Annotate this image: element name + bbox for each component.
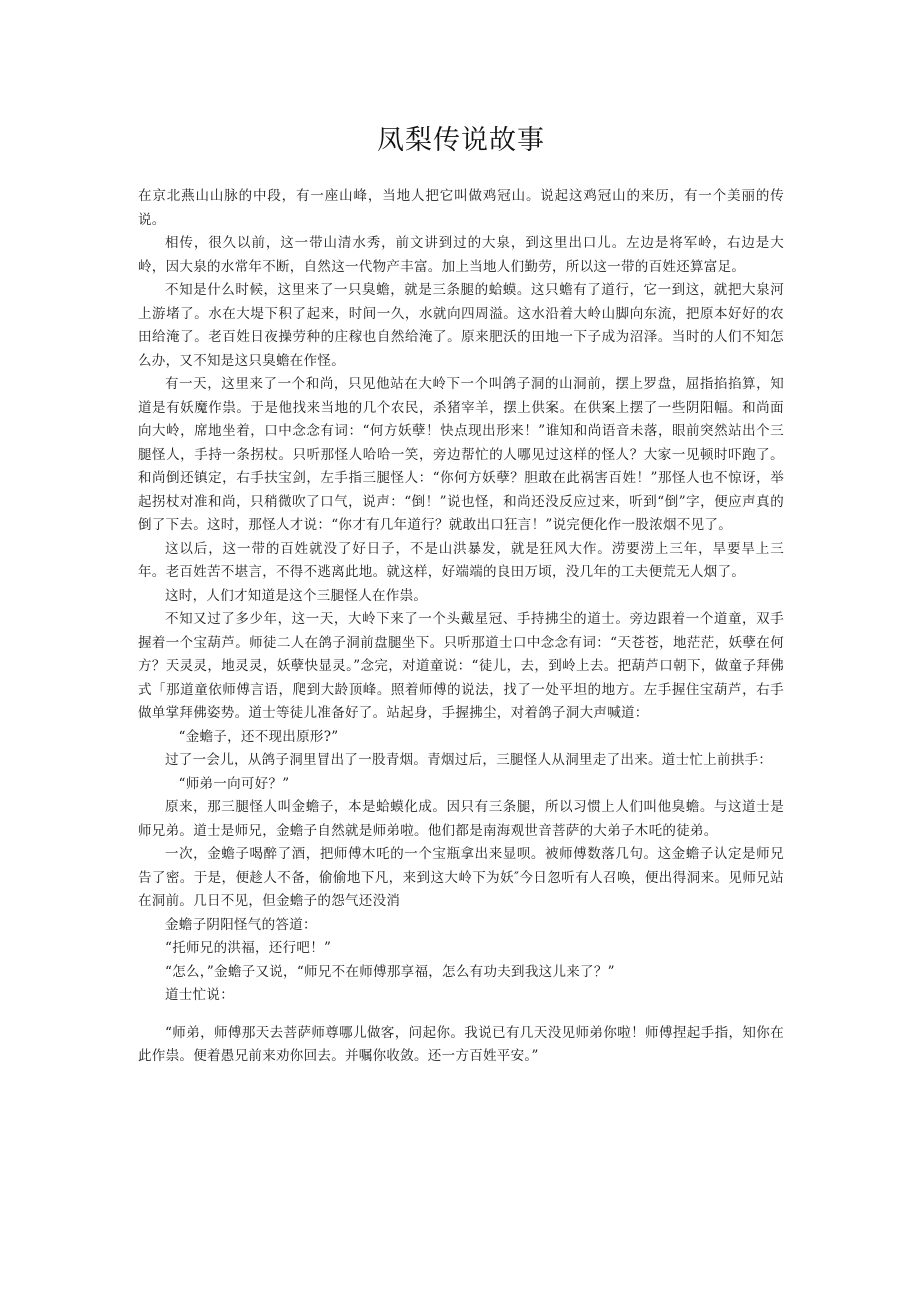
paragraph: 在京北燕山山脉的中段，有一座山峰，当地人把它叫做鸡冠山。说起这鸡冠山的来历，有一个美丽的传说。: [138, 188, 784, 228]
document-title: 凤梨传说故事: [377, 125, 545, 156]
paragraph: 金蟾子阴阳怪气的答道：: [165, 916, 317, 933]
paragraph: “怎么，”金蟾子又说，“师兄不在师傅那享福，怎么有功夫到我这儿来了？”: [165, 963, 615, 980]
paragraph: 这以后，这一带的百姓就没了好日子，不是山洪暴发，就是狂风大作。涝要涝上三年，旱要旱上三年。老百姓苦不堪言，不得不逃离此地。就这样，好端端的良田万顷，没几年的工夫便荒无人烟了。: [138, 540, 784, 580]
document-page: [138, 0, 784, 1069]
paragraph: 道士忙说：: [165, 987, 234, 1003]
paragraph: 不知又过了多少年，这一天，大岭下来了一个头戴星冠、手持拂尘的道士。旁边跟着一个道童，双手握着一个宝葫芦。师徒二人在鸽子洞前盘腿坐下。只听那道士口中念念有词：“天苍苍，地茫茫，妖孽在何方？天灵灵，地灵灵，妖孽快显灵。”念完，对道童说：“徒儿，去，到岭上去。把葫芦口朝下，做童子拜佛式「那道童依师傅言语，爬到大龄顶峰。照着师傅的说法，找了一处平坦的地方。左手握住宝葫芦，右手做单掌拜佛姿势。道士等徒儿准备好了。站起身，手握拂尘，对着鸽子洞大声喊道：: [138, 611, 784, 721]
paragraph: 这时，人们才知道是这个三腿怪人在作祟。: [165, 587, 428, 604]
paragraph: 有一天，这里来了一个和尚，只见他站在大岭下一个叫鸽子洞的山洞前，摆上罗盘，屈指掐掐算，知道是有妖魔作祟。于是他找来当地的几个农民，杀猪宰羊，摆上供案。在供案上摆了一些阴阳幅。和尚面向大岭，席地坐着，口中念念有词：“何方妖孽！快点现出形来！”谁知和尚语音未落，眼前突然站出个三腿怪人，手持一条拐杖。只听那怪人哈哈一笑，旁边帮忙的人哪见过这样的怪人？大家一见顿时吓跑了。和尚倒还镇定，右手扶宝剑，左手指三腿怪人：“你何方妖孽？胆敢在此祸害百姓！”那怪人也不惊讶，举起拐杖对准和尚，只稍微吹了口气，说声：“倒！”说也怪，和尚还没反应过来，听到“倒”字，便应声真的倒了下去。这时，那怪人才说：“你才有几年道行？就敢出口狂言！”说完便化作一股浓烟不见了。: [138, 376, 784, 533]
paragraph: 原来，那三腿怪人叫金蟾子，本是蛤蟆化成。因只有三条腿，所以习惯上人们叫他臭蟾。与这道士是师兄弟。道士是师兄，金蟾子自然就是师弟啦。他们都是南海观世音菩萨的大弟子木吒的徒弟。: [138, 799, 784, 839]
paragraph: “金蟾子，还不现出原形?”: [178, 728, 339, 745]
paragraph: “师弟，师傅那天去菩萨师尊哪儿做客，问起你。我说已有几天没见师弟你啦！师傅捏起手指，知你在此作祟。便着愚兄前来劝你回去。并嘱你收敛。还一方百姓平安。”: [138, 1024, 784, 1064]
paragraph: 一次，金蟾子喝醉了酒，把师傅木吒的一个宝瓶拿出来显呗。被师傅数落几句。这金蟾子认定是师兄告了密。于是，便趁人不备，偷偷地下凡，来到这大岭下为妖″今日忽听有人召唤，便出得洞来。见师兄站在洞前。几日不见，但金蟾子的怨气还没消: [138, 846, 784, 909]
paragraph: 不知是什么时候，这里来了一只臭蟾，就是三条腿的蛤蟆。这只蟾有了道行，它一到这，就把大泉河上游堵了。水在大堤下积了起来，时间一久，水就向四周溢。这水沿着大岭山脚向东流，把原本好好的农田给淹了。老百姓日夜操劳种的庄稼也自然给淹了。原来肥沃的田地一下子成为沼泽。当时的人们不知怎么办，又不知是这只臭蟾在作怪。: [138, 282, 784, 369]
paragraph: 过了一会儿，从鸽子洞里冒出了一股青烟。青烟过后，三腿怪人从洞里走了出来。道士忙上前拱手：: [165, 752, 773, 768]
paragraph: “师弟一向可好？”: [178, 775, 290, 792]
paragraph: 相传，很久以前，这一带山清水秀，前文讲到过的大泉，到这里出口儿。左边是将军岭，右边是大岭，因大泉的水常年不断，自然这一代物产丰富。加上当地人们勤劳，所以这一带的百姓还算富足。: [138, 235, 784, 275]
paragraph: “托师兄的洪福，还行吧！”: [165, 940, 332, 956]
document-body: [138, 185, 784, 1069]
